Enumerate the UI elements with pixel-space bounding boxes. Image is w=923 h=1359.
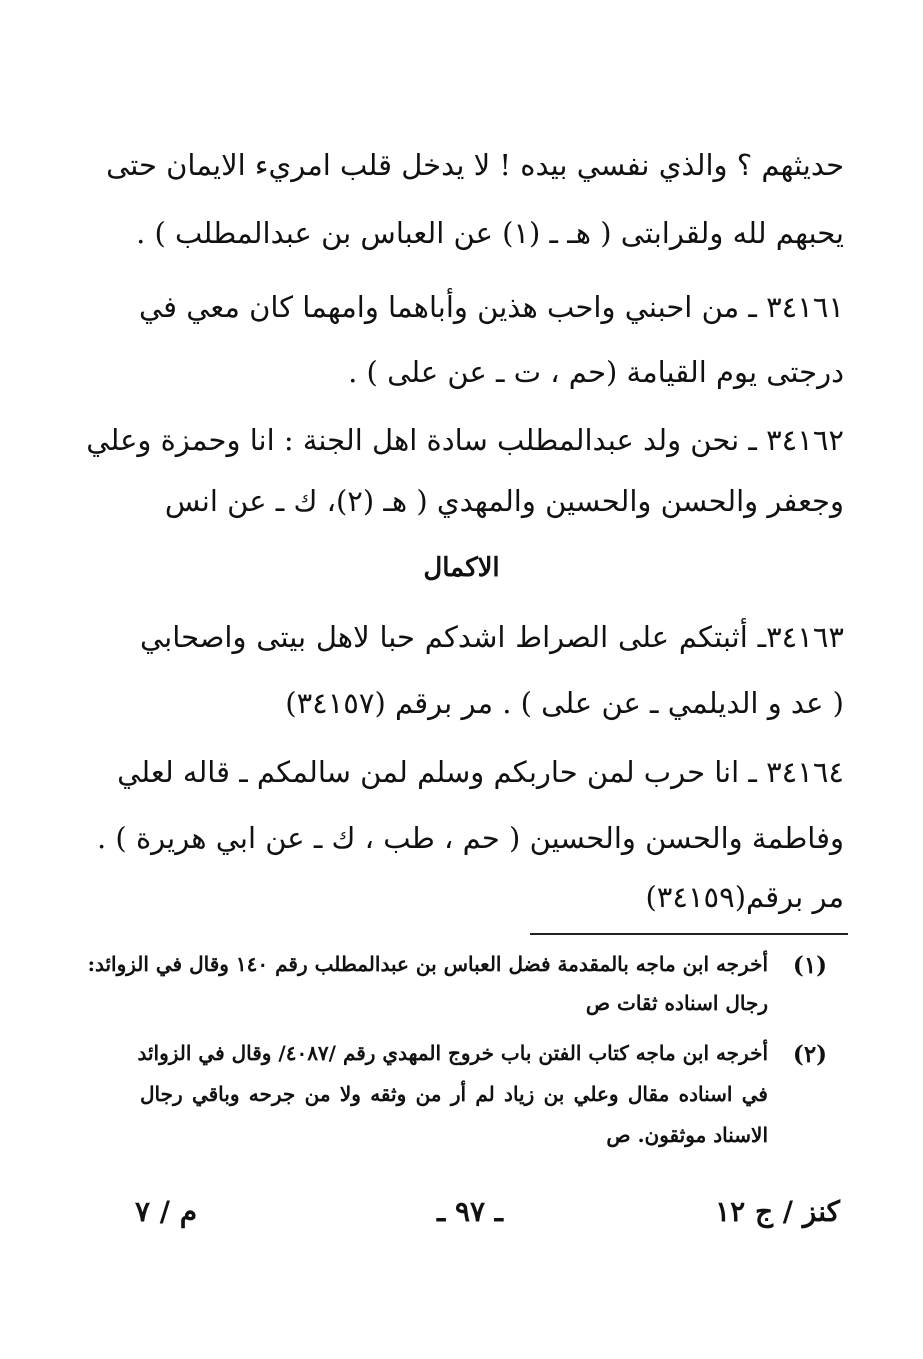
body-line-6: وجعفر والحسن والحسين والمهدي ( هـ (٢)، ك ـ عن انس [164, 484, 844, 518]
footer-signature: م / ٧ [135, 1195, 198, 1228]
body-line-10: وفاطمة والحسن والحسين ( حم ، طب ، ك ـ عن ابي هريرة ) . [96, 821, 844, 855]
footnote-2-line-2: في اسناده مقال وعلي بن زياد لم أر من وثقه ولا من جرحه وباقي رجال [140, 1082, 768, 1106]
body-line-3: ٣٤١٦١ ـ من احبني واحب هذين وأباهما وامهما كان معي في [138, 290, 844, 324]
section-heading: الاكمال [423, 553, 500, 583]
body-line-5: ٣٤١٦٢ ـ نحن ولد عبدالمطلب سادة اهل الجنة : انا وحمزة وعلي [86, 423, 844, 457]
body-line-1: حديثهم ؟ والذي نفسي بيده ! لا يدخل قلب امريء الايمان حتى [106, 148, 844, 182]
body-line-8: ( عد و الديلمي ـ عن على ) . مر برقم (٣٤١٥٧) [285, 686, 844, 720]
footnote-2-line-3: الاسناد موثقون. ص [606, 1123, 768, 1147]
footer-volume: كنز / ج ١٢ [715, 1195, 840, 1228]
footnote-1-line-1: أخرجه ابن ماجه بالمقدمة فضل العباس بن عبدالمطلب رقم ١٤٠ وقال في الزوائد: [87, 952, 768, 976]
footnote-marker-2: (٢) [792, 1041, 828, 1068]
footnote-marker-1: (١) [792, 952, 828, 979]
body-line-9: ٣٤١٦٤ ـ انا حرب لمن حاربكم وسلم لمن سالمكم ـ قاله لعلي [117, 755, 844, 789]
body-line-4: درجتى يوم القيامة (حم ، ت ـ عن على ) . [348, 355, 844, 389]
body-line-11: مر برقم(٣٤١٥٩) [645, 880, 844, 914]
footer-page-number: ـ ٩٧ ـ [437, 1195, 503, 1228]
footnote-divider [530, 933, 848, 935]
body-line-7: ٣٤١٦٣ـ أثبتكم على الصراط اشدكم حبا لاهل بيتى واصحابي [140, 620, 844, 654]
body-line-2: يحبهم لله ولقرابتى ( هـ ـ (١) عن العباس بن عبدالمطلب ) . [136, 216, 844, 250]
footnote-1-line-2: رجال اسناده ثقات ص [585, 991, 768, 1015]
footnote-2-line-1: أخرجه ابن ماجه كتاب الفتن باب خروج المهدي رقم /٤٠٨٧/ وقال في الزوائد [137, 1041, 768, 1065]
